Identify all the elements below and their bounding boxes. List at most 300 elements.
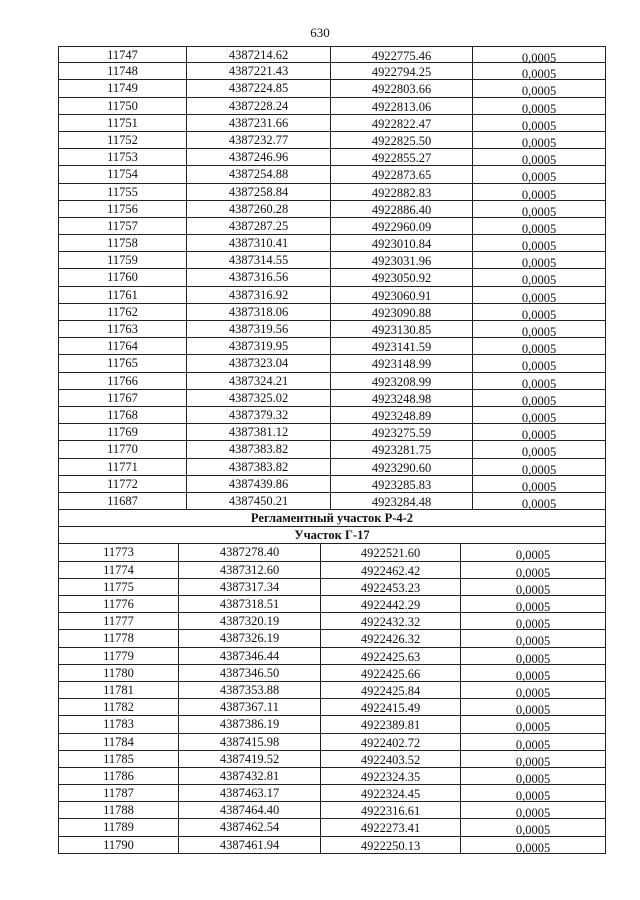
table-row <box>58 63 606 80</box>
table-row <box>58 734 606 751</box>
cell-text: 0,0005 <box>515 668 551 683</box>
y-coordinate-cell <box>330 373 472 389</box>
y-coordinate-cell <box>330 132 472 148</box>
cell-text: 11764 <box>107 339 138 354</box>
tolerance-cell <box>472 132 606 148</box>
cell-text: 4387439.86 <box>228 476 289 491</box>
cell-text: 4387319.95 <box>228 339 289 354</box>
cell-text: 11790 <box>103 837 134 852</box>
cell-text: 4387314.55 <box>228 253 289 268</box>
cell-text: 0,0005 <box>521 342 557 357</box>
cell-text: 11747 <box>107 48 138 62</box>
cell-text: 4922882.83 <box>371 185 432 200</box>
x-coordinate-cell <box>178 785 320 801</box>
cell-text: 4922775.46 <box>371 49 432 63</box>
cell-text: 11767 <box>107 390 138 405</box>
x-coordinate-cell <box>186 373 330 389</box>
point-number-cell <box>58 115 186 131</box>
cell-text: 4923275.59 <box>371 426 432 441</box>
point-number-cell <box>58 407 186 423</box>
table-row <box>58 80 606 97</box>
x-coordinate-cell <box>178 768 320 784</box>
cell-text: 4387287.25 <box>228 218 289 233</box>
tolerance-cell <box>460 579 606 595</box>
cell-text: 4387383.82 <box>228 459 289 474</box>
cell-text: 0,0005 <box>521 256 557 271</box>
table-row <box>58 287 606 304</box>
x-coordinate-cell <box>178 579 320 595</box>
cell-text: 4922324.35 <box>360 769 421 784</box>
y-coordinate-cell <box>330 476 472 492</box>
cell-text: 11748 <box>107 64 138 79</box>
cell-text: 4387432.81 <box>219 768 280 783</box>
cell-text: 4387353.88 <box>219 682 280 697</box>
cell-text: 4922425.84 <box>360 683 421 698</box>
y-coordinate-cell <box>330 321 472 337</box>
cell-text: 4387463.17 <box>219 786 280 801</box>
point-number-cell <box>58 802 178 818</box>
table-row <box>58 166 606 183</box>
cell-text: 11687 <box>107 493 138 508</box>
x-coordinate-cell <box>186 459 330 475</box>
cell-text: 4387324.21 <box>228 373 289 388</box>
cell-text: 11752 <box>107 132 138 147</box>
cell-text: 4923248.98 <box>371 391 432 406</box>
cell-text: 11770 <box>107 442 138 457</box>
cell-text: 4387316.56 <box>228 270 289 285</box>
table-row <box>58 46 606 63</box>
x-coordinate-cell <box>186 80 330 96</box>
cell-text: 0,0005 <box>515 754 551 769</box>
y-coordinate-cell <box>330 390 472 406</box>
table-row <box>58 716 606 733</box>
cell-text: 0,0005 <box>521 393 557 408</box>
cell-text: 11766 <box>107 373 138 388</box>
point-number-cell <box>58 149 186 165</box>
point-number-cell <box>58 441 186 457</box>
table-row <box>58 699 606 716</box>
table-block-a <box>58 46 606 510</box>
cell-text: 4387450.21 <box>228 493 289 508</box>
cell-text: 4387258.84 <box>228 184 289 199</box>
cell-text: 0,0005 <box>521 187 557 202</box>
cell-text: 0,0005 <box>521 428 557 443</box>
cell-text: 4387278.40 <box>219 545 280 560</box>
table-row <box>58 476 606 493</box>
y-coordinate-cell <box>330 407 472 423</box>
x-coordinate-cell <box>178 802 320 818</box>
y-coordinate-cell <box>330 63 472 79</box>
cell-text: 4922425.66 <box>360 666 421 681</box>
cell-text: 4922521.60 <box>360 546 421 561</box>
cell-text: 4387464.40 <box>219 803 280 818</box>
cell-text: 11786 <box>103 768 134 783</box>
y-coordinate-cell <box>330 304 472 320</box>
cell-text: 4923130.85 <box>371 323 432 337</box>
cell-text: 11753 <box>107 150 138 165</box>
table-row <box>58 269 606 286</box>
section-heading: Регламентный участок Р-4-2 <box>58 510 606 527</box>
tolerance-cell <box>472 459 606 475</box>
y-coordinate-cell <box>320 819 460 835</box>
y-coordinate-cell <box>330 235 472 251</box>
x-coordinate-cell <box>178 751 320 767</box>
point-number-cell <box>58 562 178 578</box>
cell-text: 4922415.49 <box>360 701 421 716</box>
cell-text: 0,0005 <box>515 617 551 632</box>
tolerance-cell <box>460 768 606 784</box>
cell-text: 4922432.32 <box>360 615 421 630</box>
cell-text: 0,0005 <box>521 239 557 254</box>
tolerance-cell <box>472 252 606 271</box>
cell-text: 4923284.48 <box>371 494 432 509</box>
table-row <box>58 304 606 321</box>
cell-text: 11775 <box>103 579 134 594</box>
cell-text: 11780 <box>103 665 134 680</box>
cell-text: 4387346.50 <box>219 665 280 680</box>
x-coordinate-cell <box>186 149 330 165</box>
cell-text: 11751 <box>107 115 138 130</box>
tolerance-cell <box>472 407 606 423</box>
x-coordinate-cell <box>178 596 320 612</box>
cell-text: 4387228.24 <box>228 98 289 113</box>
point-number-cell <box>58 768 178 784</box>
table-row <box>58 819 606 836</box>
cell-text: 0,0005 <box>521 290 557 305</box>
x-coordinate-cell <box>186 407 330 423</box>
x-coordinate-cell <box>186 476 330 492</box>
cell-text: 11789 <box>103 820 134 835</box>
x-coordinate-cell <box>186 304 330 320</box>
x-coordinate-cell <box>186 201 330 217</box>
table-row <box>58 338 606 355</box>
tolerance-cell <box>460 544 606 563</box>
table-row <box>58 252 606 269</box>
y-coordinate-cell <box>320 734 460 750</box>
cell-text: 4387232.77 <box>228 132 289 147</box>
point-number-cell <box>58 785 178 801</box>
tolerance-cell <box>460 562 606 578</box>
table-row <box>58 424 606 441</box>
y-coordinate-cell <box>320 716 460 732</box>
cell-text: 4922873.65 <box>371 168 432 183</box>
cell-text: 4387224.85 <box>228 81 289 96</box>
cell-text: 11762 <box>107 304 138 319</box>
tolerance-cell <box>460 802 606 821</box>
cell-text: 4922822.47 <box>371 116 432 131</box>
table-row <box>58 751 606 768</box>
x-coordinate-cell <box>186 166 330 182</box>
x-coordinate-cell <box>178 562 320 578</box>
tolerance-cell <box>472 269 606 288</box>
tolerance-cell <box>472 355 606 374</box>
cell-text: 4387317.34 <box>219 579 280 594</box>
cell-text: 4923285.83 <box>371 477 432 492</box>
cell-text: 11772 <box>107 476 138 491</box>
cell-text: 0,0005 <box>521 51 557 65</box>
cell-text: 4922316.61 <box>360 804 421 819</box>
point-number-cell <box>58 613 178 629</box>
cell-text: 4922813.06 <box>371 99 432 114</box>
table-row <box>58 407 606 424</box>
cell-text: 4922462.42 <box>360 563 421 578</box>
tolerance-cell <box>472 63 606 82</box>
tolerance-cell <box>460 682 606 698</box>
table-row <box>58 149 606 166</box>
x-coordinate-cell <box>178 716 320 732</box>
cell-text: 4923060.91 <box>371 288 432 303</box>
page-number: 630 <box>310 25 330 40</box>
point-number-cell <box>58 699 178 715</box>
table-block-b <box>58 544 606 853</box>
y-coordinate-cell <box>330 459 472 475</box>
table-row <box>58 837 606 854</box>
cell-text: 4387260.28 <box>228 201 289 216</box>
cell-text: 4922403.52 <box>360 752 421 767</box>
cell-text: 0,0005 <box>515 703 551 718</box>
table-row <box>58 184 606 201</box>
point-number-cell <box>58 734 178 750</box>
table-row <box>58 441 606 458</box>
x-coordinate-cell <box>186 218 330 234</box>
tolerance-cell <box>472 98 606 114</box>
y-coordinate-cell <box>330 184 472 200</box>
tolerance-cell <box>472 166 606 185</box>
x-coordinate-cell <box>186 115 330 131</box>
cell-text: 11758 <box>107 236 138 251</box>
tolerance-cell <box>472 47 606 65</box>
tolerance-cell <box>460 699 606 718</box>
point-number-cell <box>58 819 178 835</box>
point-number-cell <box>58 184 186 200</box>
cell-text: 4922425.63 <box>360 649 421 664</box>
y-coordinate-cell <box>330 287 472 303</box>
x-coordinate-cell <box>186 287 330 303</box>
point-number-cell <box>58 47 186 62</box>
cell-text: 11776 <box>103 597 134 611</box>
cell-text: 11768 <box>107 407 138 422</box>
y-coordinate-cell <box>330 80 472 96</box>
cell-text: 11779 <box>103 648 134 663</box>
y-coordinate-cell <box>320 630 460 646</box>
tolerance-cell <box>472 373 606 389</box>
y-coordinate-cell <box>330 493 472 509</box>
table-row <box>58 321 606 338</box>
cell-text: 4923248.89 <box>371 408 432 423</box>
x-coordinate-cell <box>186 390 330 406</box>
x-coordinate-cell <box>178 544 320 560</box>
y-coordinate-cell <box>320 579 460 595</box>
cell-text: 4387246.96 <box>228 150 289 165</box>
x-coordinate-cell <box>178 665 320 681</box>
cell-text: 0,0005 <box>521 462 557 477</box>
x-coordinate-cell <box>186 355 330 371</box>
tolerance-cell <box>460 819 606 838</box>
cell-text: 11781 <box>103 682 134 697</box>
cell-text: 4387214.62 <box>228 48 289 62</box>
cell-text: 11759 <box>107 253 138 268</box>
cell-text: 4922273.41 <box>360 821 421 836</box>
cell-text: 0,0005 <box>515 840 551 855</box>
cell-text: 0,0005 <box>521 135 557 150</box>
point-number-cell <box>58 665 178 681</box>
table-row <box>58 493 606 510</box>
y-coordinate-cell <box>330 218 472 234</box>
point-number-cell <box>58 390 186 406</box>
cell-text: 4387462.54 <box>219 820 280 835</box>
point-number-cell <box>58 373 186 389</box>
tolerance-cell <box>460 751 606 767</box>
cell-text: 11757 <box>107 218 138 233</box>
point-number-cell <box>58 682 178 698</box>
cell-text: 4387325.02 <box>228 390 289 405</box>
cell-text: 11749 <box>107 81 138 96</box>
tolerance-cell <box>472 304 606 320</box>
y-coordinate-cell <box>320 665 460 681</box>
table-row <box>58 579 606 596</box>
cell-text: 11787 <box>103 786 134 801</box>
cell-text: 0,0005 <box>521 118 557 133</box>
table-row <box>58 115 606 132</box>
cell-text: 11754 <box>107 167 138 182</box>
cell-text: 11769 <box>107 425 138 440</box>
x-coordinate-cell <box>186 424 330 440</box>
y-coordinate-cell <box>330 355 472 371</box>
cell-text: 4387367.11 <box>220 700 279 715</box>
tolerance-cell <box>472 235 606 254</box>
table-row <box>58 665 606 682</box>
x-coordinate-cell <box>186 493 330 509</box>
table-row <box>58 235 606 252</box>
tolerance-cell <box>472 424 606 443</box>
table-row <box>58 596 606 613</box>
cell-text: 11771 <box>107 459 138 474</box>
tolerance-cell <box>472 149 606 168</box>
tolerance-cell <box>472 441 606 460</box>
cell-text: 4922426.32 <box>360 632 421 647</box>
cell-text: 0,0005 <box>521 479 557 494</box>
cell-text: 4922453.23 <box>360 580 421 595</box>
point-number-cell <box>58 459 186 475</box>
y-coordinate-cell <box>330 252 472 268</box>
cell-text: 4387461.94 <box>219 837 280 852</box>
cell-text: 4922960.09 <box>371 219 432 234</box>
table-row <box>58 768 606 785</box>
cell-text: 4922389.81 <box>360 718 421 733</box>
y-coordinate-cell <box>330 201 472 217</box>
cell-text: 0,0005 <box>521 67 557 82</box>
tolerance-cell <box>472 218 606 234</box>
cell-text: 0,0005 <box>521 325 557 339</box>
y-coordinate-cell <box>330 338 472 354</box>
y-coordinate-cell <box>320 837 460 853</box>
x-coordinate-cell <box>178 613 320 629</box>
cell-text: 4923031.96 <box>371 254 432 269</box>
table-row <box>58 613 606 630</box>
y-coordinate-cell <box>330 47 472 62</box>
cell-text: 4387254.88 <box>228 167 289 182</box>
cell-text: 11778 <box>103 631 134 646</box>
cell-text: 0,0005 <box>521 204 557 219</box>
cell-text: 4387379.32 <box>228 407 289 422</box>
y-coordinate-cell <box>320 751 460 767</box>
tolerance-cell <box>460 648 606 664</box>
tolerance-cell <box>460 837 606 853</box>
y-coordinate-cell <box>330 149 472 165</box>
cell-text: 4387310.41 <box>228 236 289 251</box>
cell-text: 4923148.99 <box>371 357 432 372</box>
cell-text: 0,0005 <box>521 170 557 185</box>
cell-text: 11750 <box>107 98 138 113</box>
table-row <box>58 562 606 579</box>
x-coordinate-cell <box>186 321 330 337</box>
table-row <box>58 355 606 372</box>
point-number-cell <box>58 166 186 182</box>
y-coordinate-cell <box>330 115 472 131</box>
x-coordinate-cell <box>186 338 330 354</box>
x-coordinate-cell <box>178 734 320 750</box>
point-number-cell <box>58 321 186 337</box>
table-row <box>58 630 606 647</box>
cell-text: 0,0005 <box>521 273 557 288</box>
cell-text: 4387320.19 <box>219 614 280 629</box>
cell-text: 4923208.99 <box>371 374 432 389</box>
y-coordinate-cell <box>330 424 472 440</box>
cell-text: 4923281.75 <box>371 443 432 458</box>
cell-text: 4923141.59 <box>371 340 432 355</box>
point-number-cell <box>58 751 178 767</box>
cell-text: 0,0005 <box>515 737 551 752</box>
table-row <box>58 785 606 802</box>
tolerance-cell <box>472 80 606 99</box>
cell-text: 11782 <box>103 700 134 715</box>
cell-text: 0,0005 <box>521 101 557 116</box>
tolerance-cell <box>472 184 606 200</box>
cell-text: 11774 <box>103 562 134 577</box>
point-number-cell <box>58 338 186 354</box>
cell-text: 4387221.43 <box>228 64 289 79</box>
x-coordinate-cell <box>178 699 320 715</box>
cell-text: 4387323.04 <box>228 356 289 371</box>
point-number-cell <box>58 355 186 371</box>
cell-text: 11784 <box>103 734 134 749</box>
cell-text: 11761 <box>107 287 138 302</box>
point-number-cell <box>58 544 178 560</box>
tolerance-cell <box>460 665 606 681</box>
coordinates-table <box>58 46 606 854</box>
cell-text: 0,0005 <box>521 84 557 99</box>
x-coordinate-cell <box>186 235 330 251</box>
x-coordinate-cell <box>186 98 330 114</box>
point-number-cell <box>58 235 186 251</box>
cell-text: 4387386.19 <box>219 717 280 732</box>
y-coordinate-cell <box>320 682 460 698</box>
point-number-cell <box>58 252 186 268</box>
point-number-cell <box>58 201 186 217</box>
y-coordinate-cell <box>330 98 472 114</box>
cell-text: 11755 <box>107 184 138 199</box>
point-number-cell <box>58 424 186 440</box>
point-number-cell <box>58 287 186 303</box>
cell-text: 11763 <box>107 322 138 336</box>
cell-text: 11777 <box>103 614 134 629</box>
point-number-cell <box>58 476 186 492</box>
point-number-cell <box>58 98 186 114</box>
cell-text: 0,0005 <box>515 771 551 786</box>
x-coordinate-cell <box>186 47 330 62</box>
cell-text: 4922886.40 <box>371 202 432 217</box>
tolerance-cell <box>472 493 606 509</box>
